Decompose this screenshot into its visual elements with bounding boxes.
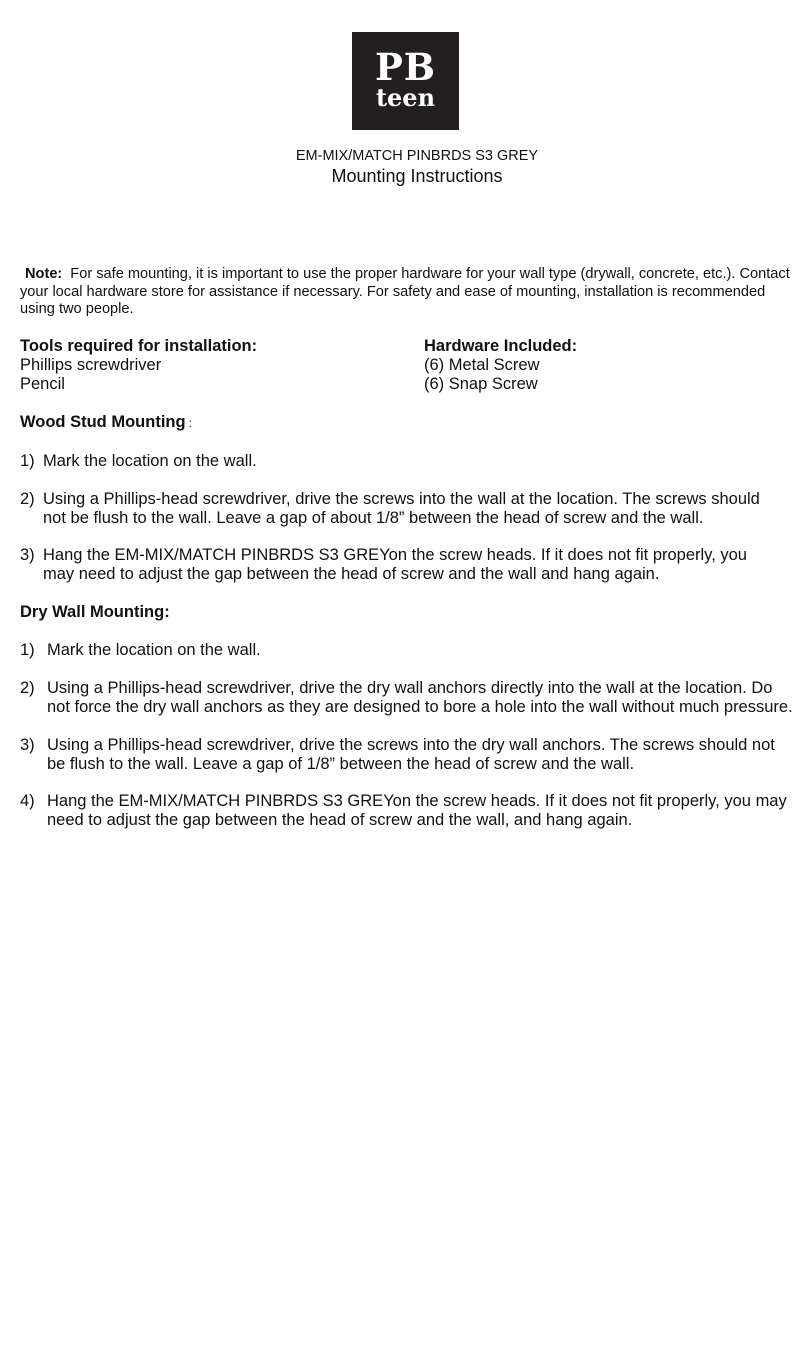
dry-wall-heading: Dry Wall Mounting: xyxy=(20,603,170,621)
step-number: 2) xyxy=(20,679,35,697)
tools-heading: Tools required for installation: xyxy=(20,337,258,355)
note-label: Note: xyxy=(25,266,63,282)
tool-item: Phillips screwdriver xyxy=(20,356,162,374)
tool-item: Pencil xyxy=(20,375,65,393)
step-text: Hang the EM-MIX/MATCH PINBRDS S3 GREYon the screw heads. If it does not fit properly, you may need to adjust the gap between the head of screw and the wall and hang again. xyxy=(43,546,747,583)
step-number: 2) xyxy=(20,490,35,508)
step-number: 3) xyxy=(20,736,35,754)
hardware-item: (6) Snap Screw xyxy=(424,375,538,393)
hardware-included xyxy=(424,337,784,394)
wood-stud-heading-text: Wood Stud Mounting xyxy=(20,413,186,431)
wood-step xyxy=(20,452,780,471)
step-text: Mark the location on the wall. xyxy=(47,641,261,659)
step-number: 3) xyxy=(20,546,35,564)
logo-teen-text: teen xyxy=(375,83,436,112)
wood-stud-heading xyxy=(20,413,192,433)
product-name: EM-MIX/MATCH PINBRDS S3 GREY xyxy=(295,148,539,164)
step-text: Using a Phillips-head screwdriver, drive the screws into the wall at the location. The screws should not be flush to the wall. Leave a gap of about 1/8” between the head of screw and the wall. xyxy=(43,490,760,527)
hardware-item: (6) Metal Screw xyxy=(424,356,540,374)
tools-required xyxy=(20,337,400,394)
dry-step xyxy=(20,792,795,830)
pb-teen-logo xyxy=(352,32,459,130)
step-number: 4) xyxy=(20,792,35,810)
note-text: For safe mounting, it is important to use the proper hardware for your wall type (drywall, concrete, etc.). Contact your local hardware store for assistance if necessary. For safety and ease of mounting, installation is recommended using two people. xyxy=(20,266,790,318)
step-text: Using a Phillips-head screwdriver, drive the dry wall anchors directly into the wall at the location. Do not force the dry wall anchors as they are designed to bore a hole into the wall without much pressure. xyxy=(47,679,793,716)
dry-step xyxy=(20,736,785,774)
wood-step xyxy=(20,546,760,584)
dry-step xyxy=(20,641,790,660)
wood-stud-heading-colon: : xyxy=(188,416,192,430)
logo-pb-text: PB xyxy=(374,45,437,89)
wood-step xyxy=(20,490,768,528)
step-number: 1) xyxy=(20,452,35,470)
hardware-heading: Hardware Included: xyxy=(424,337,578,355)
step-text: Using a Phillips-head screwdriver, drive the screws into the dry wall anchors. The screws should not be flush to the wall. Leave a gap of 1/8” between the head of screw and the wall. xyxy=(47,736,775,773)
step-number: 1) xyxy=(20,641,35,659)
dry-step xyxy=(20,679,795,717)
step-text: Hang the EM-MIX/MATCH PINBRDS S3 GREYon the screw heads. If it does not fit properly, you may need to adjust the gap between the head of screw and the wall, and hang again. xyxy=(47,792,787,829)
step-text: Mark the location on the wall. xyxy=(43,452,257,470)
safety-note xyxy=(20,266,790,319)
page-title: Mounting Instructions xyxy=(331,166,503,186)
